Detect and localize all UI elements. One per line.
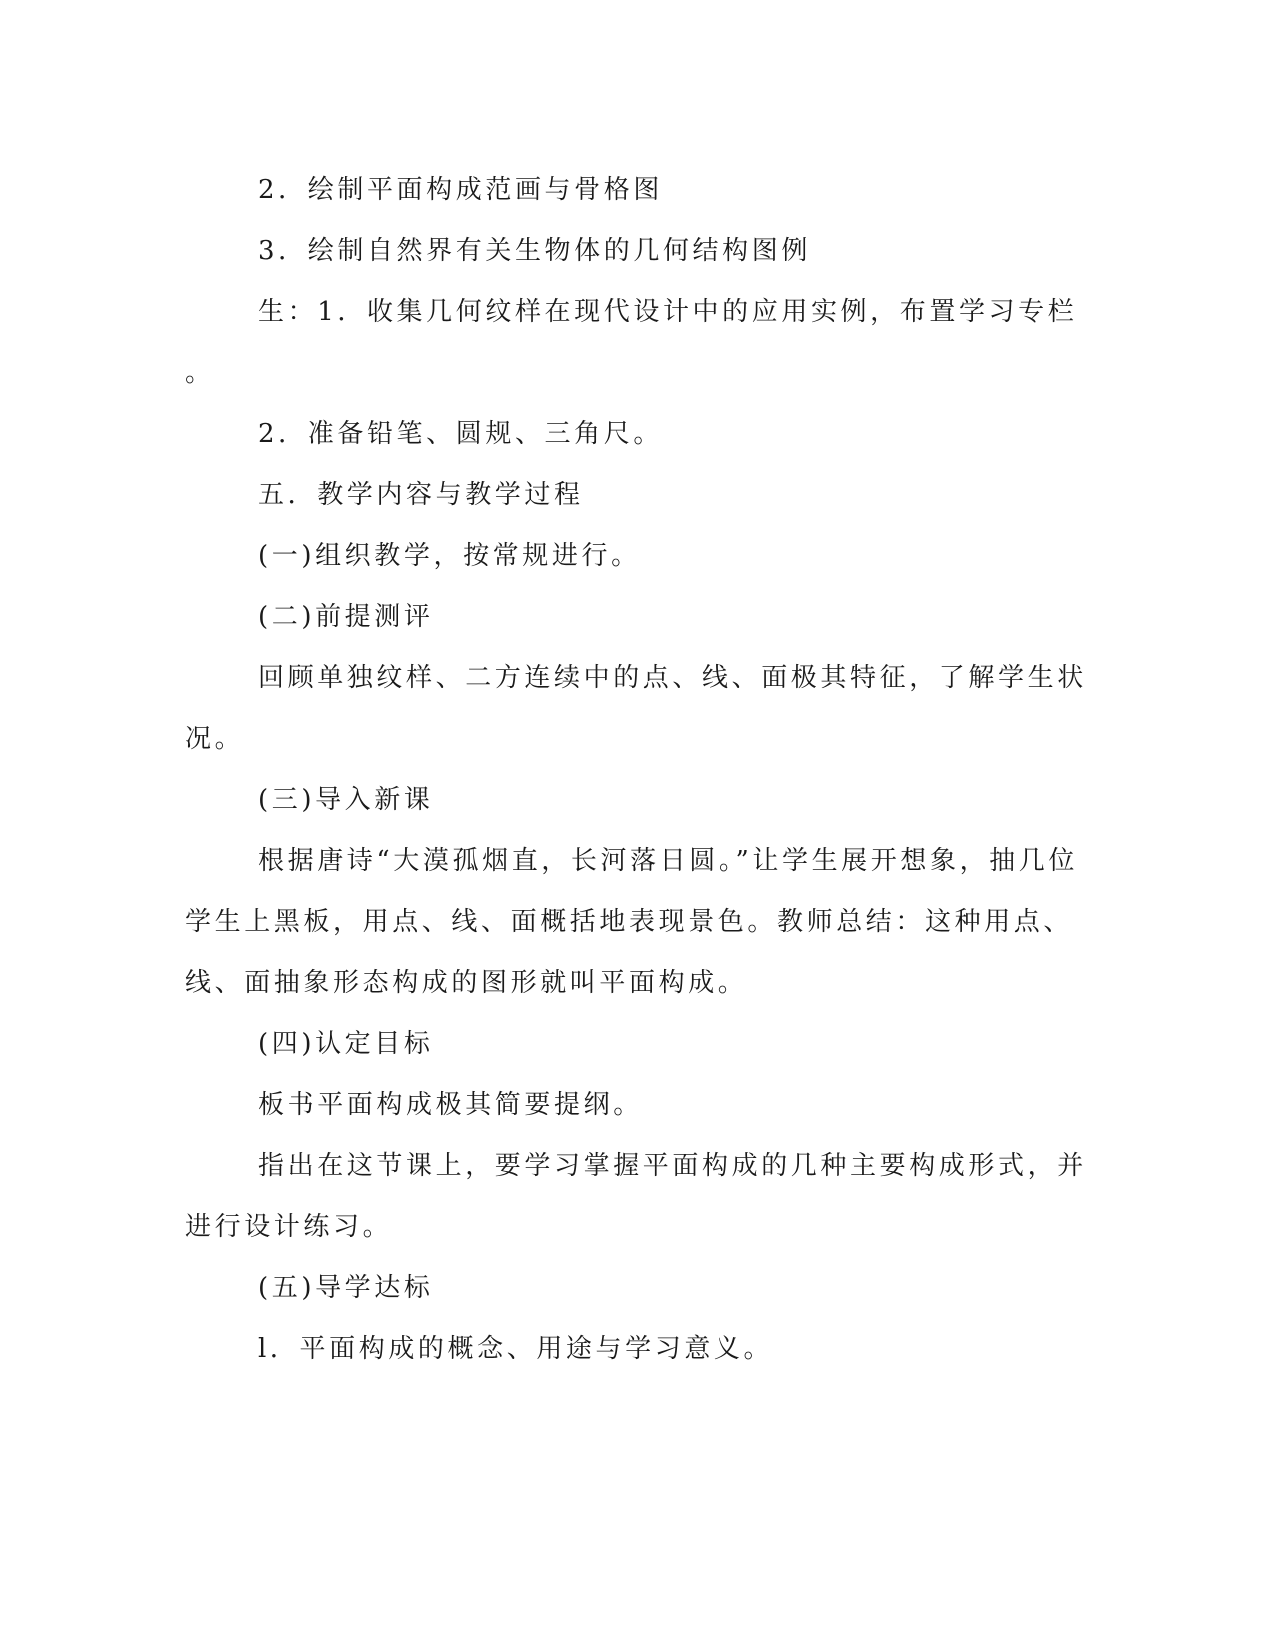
text-line: l．平面构成的概念、用途与学习意义。 xyxy=(258,1334,774,1364)
subsection-heading: (四)认定目标 xyxy=(258,1029,434,1059)
text-line: 板书平面构成极其简要提纲。 xyxy=(258,1090,643,1120)
text-line: 根据唐诗“大漠孤烟直，长河落日圆。”让学生展开想象，抽几位 xyxy=(258,846,1078,876)
text-line: 2．准备铅笔、圆规、三角尺。 xyxy=(258,419,663,449)
text-line: 。 xyxy=(185,358,215,388)
subsection-heading: (五)导学达标 xyxy=(258,1273,434,1303)
subsection-heading: (三)导入新课 xyxy=(258,785,434,815)
text-line: 回顾单独纹样、二方连续中的点、线、面极其特征，了解学生状 xyxy=(258,663,1087,693)
text-line: (一)组织教学，按常规进行。 xyxy=(258,541,641,571)
text-line: 生：1．收集几何纹样在现代设计中的应用实例，布置学习专栏 xyxy=(258,297,1078,327)
text-line: 进行设计练习。 xyxy=(185,1212,393,1242)
section-heading: 五．教学内容与教学过程 xyxy=(258,480,584,510)
text-line: 线、面抽象形态构成的图形就叫平面构成。 xyxy=(185,968,748,998)
document-body xyxy=(185,160,1087,1380)
text-line: 3．绘制自然界有关生物体的几何结构图例 xyxy=(258,236,811,266)
subsection-heading: (二)前提测评 xyxy=(258,602,434,632)
text-line: 2．绘制平面构成范画与骨格图 xyxy=(258,175,663,205)
text-line: 学生上黑板，用点、线、面概括地表现景色。教师总结：这种用点、 xyxy=(185,907,1074,937)
text-line: 况。 xyxy=(185,724,245,754)
text-line: 指出在这节课上，要学习掌握平面构成的几种主要构成形式，并 xyxy=(258,1151,1087,1181)
